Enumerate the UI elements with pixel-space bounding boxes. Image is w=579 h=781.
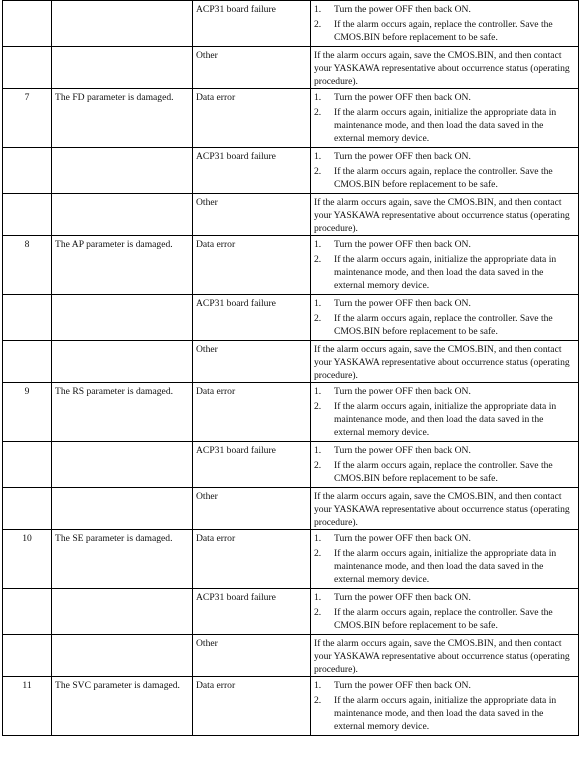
remedy-cell — [311, 47, 579, 89]
alarm-description-cell: The SE parameter is damaged. — [52, 530, 193, 589]
remedy-text: If the alarm occurs again, save the CMOS.BIN, and then contact your YASKAWA representative about occurrence status (operating procedure). — [314, 197, 570, 234]
remedy-cell — [311, 341, 579, 383]
step-text: If the alarm occurs again, replace the controller. Save the CMOS.BIN before replacement to be safe. — [334, 460, 553, 484]
remedy-step — [314, 3, 575, 16]
table-row — [3, 236, 579, 295]
cause-cell: Other — [193, 341, 311, 383]
step-number: 2. — [314, 695, 322, 706]
step-number: 1. — [314, 592, 322, 603]
cause-cell: Data error — [193, 677, 311, 736]
cause-cell: Other — [193, 194, 311, 236]
alarm-number-cell: 10 — [3, 530, 52, 589]
table-row — [3, 341, 579, 383]
table-row — [3, 589, 579, 635]
remedy-text: If the alarm occurs again, save the CMOS.BIN, and then contact your YASKAWA representative about occurrence status (operating procedure). — [314, 50, 570, 87]
step-text: If the alarm occurs again, initialize the appropriate data in maintenance mode, and then load the data saved in the external memory device. — [334, 107, 557, 144]
remedy-cell — [311, 1, 579, 47]
alarm-number-cell — [3, 442, 52, 488]
table-row — [3, 1, 579, 47]
cause-cell: ACP31 board failure — [193, 589, 311, 635]
step-text: Turn the power OFF then back ON. — [334, 298, 471, 309]
remedy-step — [314, 91, 575, 104]
table-row — [3, 635, 579, 677]
table-row — [3, 442, 579, 488]
alarm-description-cell — [52, 442, 193, 488]
alarm-description-cell: The RS parameter is damaged. — [52, 383, 193, 442]
step-number: 2. — [314, 166, 322, 177]
table-row — [3, 148, 579, 194]
step-number: 1. — [314, 680, 322, 691]
remedy-step — [314, 18, 575, 44]
remedy-cell — [311, 488, 579, 530]
remedy-step — [314, 444, 575, 457]
alarm-description-cell — [52, 1, 193, 47]
step-number: 2. — [314, 460, 322, 471]
step-number: 2. — [314, 107, 322, 118]
remedy-step — [314, 547, 575, 586]
remedy-cell — [311, 442, 579, 488]
remedy-step — [314, 238, 575, 251]
alarm-number-cell — [3, 589, 52, 635]
remedy-cell — [311, 589, 579, 635]
alarm-description-cell — [52, 148, 193, 194]
table-row — [3, 47, 579, 89]
alarm-number-cell — [3, 194, 52, 236]
step-text: If the alarm occurs again, replace the controller. Save the CMOS.BIN before replacement to be safe. — [334, 166, 553, 190]
remedy-step — [314, 385, 575, 398]
alarm-number-cell — [3, 488, 52, 530]
step-text: If the alarm occurs again, initialize the appropriate data in maintenance mode, and then load the data saved in the external memory device. — [334, 254, 557, 291]
alarm-description-cell: The AP parameter is damaged. — [52, 236, 193, 295]
alarm-number-cell — [3, 295, 52, 341]
step-text: Turn the power OFF then back ON. — [334, 4, 471, 15]
step-number: 1. — [314, 4, 322, 15]
table-row — [3, 295, 579, 341]
remedy-step — [314, 679, 575, 692]
remedy-cell — [311, 530, 579, 589]
alarm-description-cell — [52, 488, 193, 530]
remedy-step — [314, 459, 575, 485]
step-number: 2. — [314, 313, 322, 324]
remedy-text: If the alarm occurs again, save the CMOS.BIN, and then contact your YASKAWA representative about occurrence status (operating procedure). — [314, 638, 570, 675]
remedy-step — [314, 297, 575, 310]
remedy-step — [314, 532, 575, 545]
remedy-step — [314, 253, 575, 292]
table-row — [3, 530, 579, 589]
step-text: Turn the power OFF then back ON. — [334, 680, 471, 691]
remedy-cell — [311, 194, 579, 236]
table-body — [3, 1, 579, 736]
alarm-description-cell — [52, 635, 193, 677]
alarm-description-cell — [52, 194, 193, 236]
alarm-description-cell — [52, 589, 193, 635]
step-text: If the alarm occurs again, initialize the appropriate data in maintenance mode, and then load the data saved in the external memory device. — [334, 695, 557, 732]
alarm-number-cell — [3, 47, 52, 89]
step-text: If the alarm occurs again, replace the controller. Save the CMOS.BIN before replacement to be safe. — [334, 313, 553, 337]
alarm-number-cell: 8 — [3, 236, 52, 295]
alarm-description-cell — [52, 341, 193, 383]
remedy-cell — [311, 89, 579, 148]
step-text: If the alarm occurs again, initialize the appropriate data in maintenance mode, and then load the data saved in the external memory device. — [334, 548, 557, 585]
step-number: 2. — [314, 19, 322, 30]
step-number: 2. — [314, 548, 322, 559]
alarm-description-cell — [52, 47, 193, 89]
step-number: 2. — [314, 401, 322, 412]
step-text: Turn the power OFF then back ON. — [334, 533, 471, 544]
alarm-number-cell — [3, 1, 52, 47]
alarm-number-cell — [3, 341, 52, 383]
step-number: 1. — [314, 151, 322, 162]
alarm-number-cell — [3, 635, 52, 677]
remedy-step — [314, 106, 575, 145]
step-number: 2. — [314, 254, 322, 265]
remedy-cell — [311, 236, 579, 295]
remedy-step — [314, 312, 575, 338]
cause-cell: ACP31 board failure — [193, 442, 311, 488]
cause-cell: Data error — [193, 236, 311, 295]
cause-cell: Other — [193, 635, 311, 677]
step-text: Turn the power OFF then back ON. — [334, 239, 471, 250]
remedy-cell — [311, 677, 579, 736]
step-text: Turn the power OFF then back ON. — [334, 445, 471, 456]
step-number: 1. — [314, 386, 322, 397]
table-row — [3, 677, 579, 736]
cause-cell: Other — [193, 488, 311, 530]
cause-cell: Data error — [193, 530, 311, 589]
remedy-step — [314, 606, 575, 632]
cause-cell: Data error — [193, 89, 311, 148]
step-text: Turn the power OFF then back ON. — [334, 386, 471, 397]
step-number: 1. — [314, 239, 322, 250]
step-text: If the alarm occurs again, replace the controller. Save the CMOS.BIN before replacement to be safe. — [334, 19, 553, 43]
remedy-cell — [311, 383, 579, 442]
step-text: If the alarm occurs again, initialize the appropriate data in maintenance mode, and then load the data saved in the external memory device. — [334, 401, 557, 438]
alarm-description-cell — [52, 295, 193, 341]
alarm-number-cell: 7 — [3, 89, 52, 148]
step-text: Turn the power OFF then back ON. — [334, 151, 471, 162]
alarm-number-cell — [3, 148, 52, 194]
alarm-description-cell: The SVC parameter is damaged. — [52, 677, 193, 736]
alarm-number-cell: 9 — [3, 383, 52, 442]
table-row — [3, 488, 579, 530]
remedy-text: If the alarm occurs again, save the CMOS.BIN, and then contact your YASKAWA representative about occurrence status (operating procedure). — [314, 491, 570, 528]
cause-cell: ACP31 board failure — [193, 148, 311, 194]
remedy-step — [314, 150, 575, 163]
cause-cell: Data error — [193, 383, 311, 442]
remedy-step — [314, 591, 575, 604]
step-text: Turn the power OFF then back ON. — [334, 592, 471, 603]
remedy-step — [314, 165, 575, 191]
remedy-cell — [311, 295, 579, 341]
alarm-description-cell: The FD parameter is damaged. — [52, 89, 193, 148]
cause-cell: ACP31 board failure — [193, 1, 311, 47]
alarm-remedy-table — [2, 0, 579, 736]
step-number: 1. — [314, 298, 322, 309]
step-number: 1. — [314, 533, 322, 544]
step-number: 1. — [314, 92, 322, 103]
step-number: 2. — [314, 607, 322, 618]
remedy-step — [314, 400, 575, 439]
table-row — [3, 89, 579, 148]
remedy-cell — [311, 635, 579, 677]
cause-cell: ACP31 board failure — [193, 295, 311, 341]
remedy-step — [314, 694, 575, 733]
step-text: If the alarm occurs again, replace the controller. Save the CMOS.BIN before replacement to be safe. — [334, 607, 553, 631]
remedy-cell — [311, 148, 579, 194]
step-number: 1. — [314, 445, 322, 456]
table-row — [3, 194, 579, 236]
table-row — [3, 383, 579, 442]
alarm-number-cell: 11 — [3, 677, 52, 736]
remedy-text: If the alarm occurs again, save the CMOS.BIN, and then contact your YASKAWA representative about occurrence status (operating procedure). — [314, 344, 570, 381]
cause-cell: Other — [193, 47, 311, 89]
step-text: Turn the power OFF then back ON. — [334, 92, 471, 103]
